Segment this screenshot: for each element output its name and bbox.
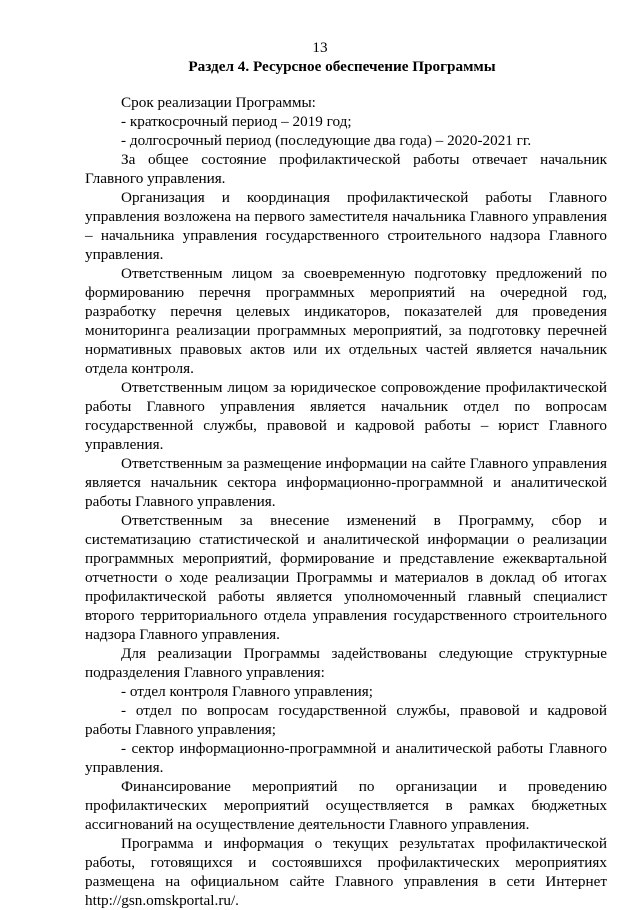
paragraph-term: Срок реализации Программы: bbox=[121, 94, 316, 111]
paragraph-proposals: Ответственным лицом за своевременную подготовку предложений по формированию перечня программных мероприятий на очередной год, разработку перечня целевых индикаторов, показателей для проведения мониторинга реализации программных мероприятий, за подготовку перечней нормативных правовых актов или их отдельных частей является начальник отдела контроля. bbox=[85, 265, 607, 377]
paragraph-publication: Программа и информация о текущих результатах профилактической работы, готовящихся и состоявшихся профилактических мероприятиях размещена на официальном сайте Главного управления в сети Интернет http://gsn.omskportal.ru/. bbox=[85, 835, 607, 909]
paragraph-website: Ответственным за размещение информации на сайте Главного управления является начальник сектора информационно-программной и аналитической работы Главного управления. bbox=[85, 455, 607, 510]
list-item-long-term: - долгосрочный период (последующие два года) – 2020-2021 гг. bbox=[121, 132, 532, 149]
paragraph-legal: Ответственным лицом за юридическое сопровождение профилактической работы Главного управления является начальник отдел по вопросам государственной службы, правовой и кадровой работы – юрист Главного управления. bbox=[85, 379, 607, 453]
list-item-control-dept: - отдел контроля Главного управления; bbox=[121, 683, 373, 700]
list-item-short-term: - краткосрочный период – 2019 год; bbox=[121, 113, 352, 130]
paragraph-units: Для реализации Программы задействованы следующие структурные подразделения Главного управления: bbox=[85, 645, 607, 681]
section-title: Раздел 4. Ресурсное обеспечение Программы bbox=[188, 58, 496, 75]
list-item-it-sector: - сектор информационно-программной и аналитической работы Главного управления. bbox=[85, 740, 607, 776]
paragraph-financing: Финансирование мероприятий по организации и проведению профилактических мероприятий осуществляется в рамках бюджетных ассигнований на осуществление деятельности Главного управления. bbox=[85, 778, 607, 833]
paragraph-coordination: Организация и координация профилактической работы Главного управления возложена на первого заместителя начальника Главного управления – начальника управления государственного строительного надзора Главного управления. bbox=[85, 189, 607, 263]
paragraph-changes: Ответственным за внесение изменений в Программу, сбор и систематизацию статистической и аналитической информации о реализации программных мероприятий, формирование и представление ежеквартальной отчетности о ходе реализации Программы и материалов в доклад об итогах профилактической работы является уполномоченный главный специалист второго территориального отдела управления государственного строительного надзора Главного управления. bbox=[85, 512, 607, 643]
document-body bbox=[85, 93, 607, 910]
list-item-hr-dept: - отдел по вопросам государственной службы, правовой и кадровой работы Главного управления; bbox=[85, 702, 607, 738]
page-number: 13 bbox=[312, 39, 328, 56]
paragraph-responsibility: За общее состояние профилактической работы отвечает начальник Главного управления. bbox=[85, 151, 607, 187]
